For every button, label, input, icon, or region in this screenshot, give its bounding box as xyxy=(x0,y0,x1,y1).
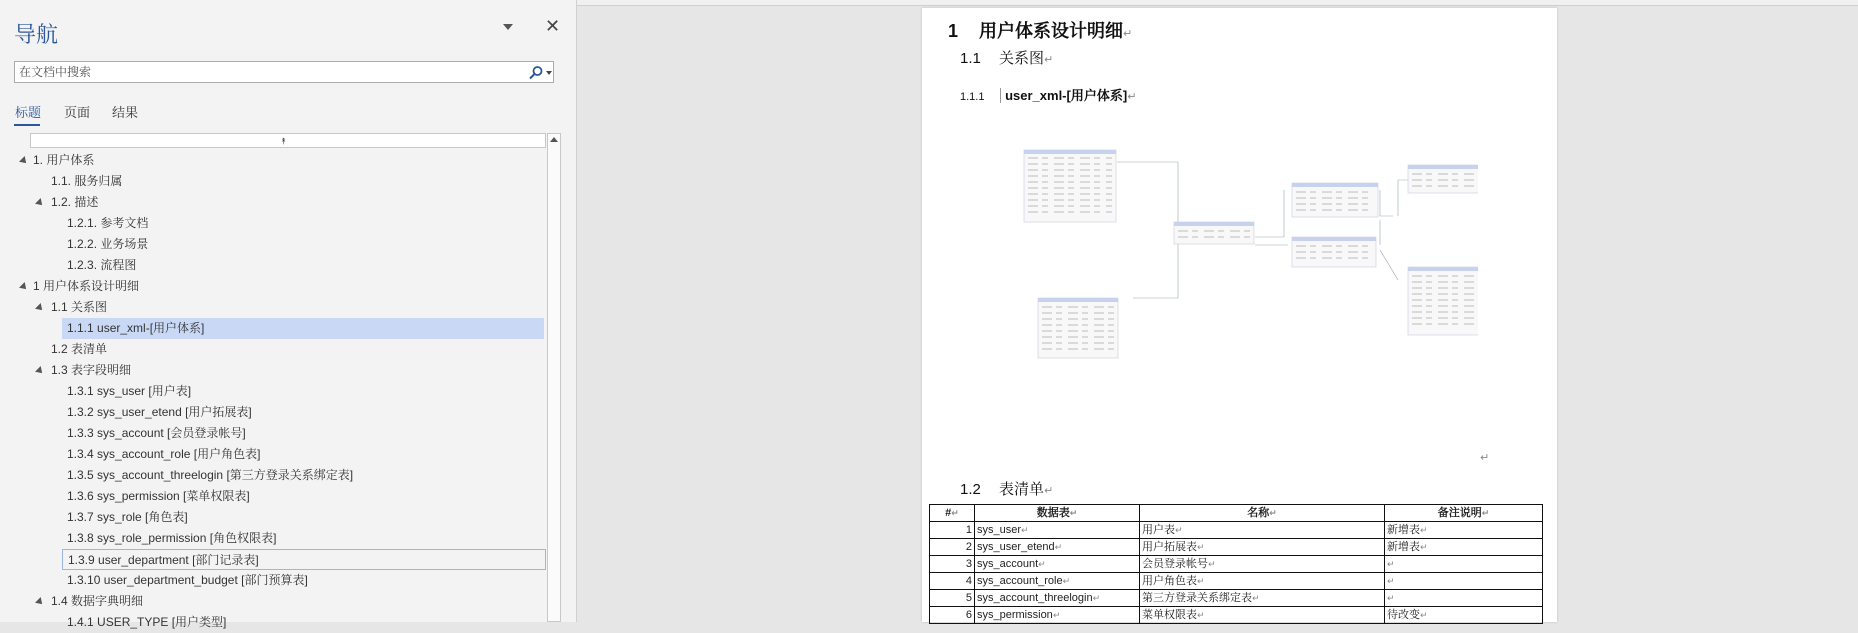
table-cell[interactable]: 待改变↵ xyxy=(1385,607,1543,624)
table-cell[interactable]: sys_permission↵ xyxy=(975,607,1140,624)
menu-chevron-icon[interactable] xyxy=(503,24,513,30)
tree-item-label: 1.3.3 sys_account [会员登录帐号] xyxy=(67,426,246,440)
tree-item[interactable] xyxy=(0,507,546,528)
table-cell[interactable]: 用户表↵ xyxy=(1140,522,1385,539)
table-cell[interactable]: 第三方登录关系绑定表↵ xyxy=(1140,590,1385,607)
tree-item-label: 1.3.8 sys_role_permission [角色权限表] xyxy=(67,531,277,545)
table-cell[interactable]: 1 xyxy=(930,522,975,539)
tree-item-label: 1.3.1 sys_user [用户表] xyxy=(67,384,192,398)
table-list xyxy=(929,504,1543,624)
tree-item-label: 1.2. 描述 xyxy=(51,195,99,209)
table-cell[interactable]: ↵ xyxy=(1385,556,1543,573)
tree-item-label: 1.3.4 sys_account_role [用户角色表] xyxy=(67,447,261,461)
tree-item[interactable] xyxy=(0,402,546,423)
tree-item[interactable] xyxy=(0,465,546,486)
table-body xyxy=(930,522,1543,624)
nav-scrollbar[interactable] xyxy=(547,133,561,622)
table-cell[interactable]: 新增表↵ xyxy=(1385,522,1543,539)
tree-item[interactable] xyxy=(0,276,546,297)
table-cell[interactable]: sys_account_threelogin↵ xyxy=(975,590,1140,607)
table-cell[interactable]: 用户角色表↵ xyxy=(1140,573,1385,590)
table-row xyxy=(930,573,1543,590)
expand-arrow-icon[interactable] xyxy=(35,198,45,208)
tree-item-label: 1.3 表字段明细 xyxy=(51,363,132,377)
dropdown-icon[interactable] xyxy=(546,71,552,75)
tab-headings[interactable]: 标题 xyxy=(15,105,42,120)
tree-item-label: 1.3.6 sys_permission [菜单权限表] xyxy=(67,489,250,503)
tree-item-label: 1.3.10 user_department_budget [部门预算表] xyxy=(67,573,308,587)
tree-item-label: 1.2.1. 参考文档 xyxy=(67,216,149,230)
heading-2-tablelist: 1.2 表清单↵ xyxy=(960,481,1054,498)
tree-item-label: 1.4 数据字典明细 xyxy=(51,594,144,608)
table-cell[interactable]: 2 xyxy=(930,539,975,556)
expand-arrow-icon[interactable] xyxy=(19,156,29,166)
expand-arrow-icon[interactable] xyxy=(19,282,29,292)
table-cell[interactable]: 6 xyxy=(930,607,975,624)
heading-number: 1.1 xyxy=(960,50,981,67)
collapse-up-icon[interactable]: ⯭ xyxy=(281,136,287,146)
table-row xyxy=(930,539,1543,556)
table-cell[interactable]: sys_user_etend↵ xyxy=(975,539,1140,556)
tree-item-label: 1 用户体系设计明细 xyxy=(33,279,140,293)
er-diagram-image[interactable] xyxy=(968,120,1478,392)
tree-item[interactable] xyxy=(0,192,546,213)
table-cell[interactable]: 新增表↵ xyxy=(1385,539,1543,556)
expand-arrow-icon[interactable] xyxy=(35,303,45,313)
tree-item[interactable] xyxy=(0,528,546,549)
heading-number: 1.1.1 xyxy=(960,91,985,103)
heading-1: 1 用户体系设计明细↵ xyxy=(948,21,1133,41)
tree-item-label: 1. 用户体系 xyxy=(33,153,95,167)
tab-pages[interactable]: 页面 xyxy=(64,105,91,120)
table-row xyxy=(930,607,1543,624)
tree-item[interactable] xyxy=(0,423,546,444)
expand-arrow-icon[interactable] xyxy=(35,366,45,376)
tree-item-label: 1.3.7 sys_role [角色表] xyxy=(67,510,188,524)
table-cell[interactable]: 3 xyxy=(930,556,975,573)
scroll-up-icon[interactable] xyxy=(550,137,558,142)
table-cell[interactable]: 4 xyxy=(930,573,975,590)
tree-item[interactable] xyxy=(0,381,546,402)
paragraph-mark: ↵ xyxy=(1480,452,1490,464)
tree-item-label: 1.1. 服务归属 xyxy=(51,174,123,188)
tree-item-label: 1.1 关系图 xyxy=(51,300,108,314)
tree-item[interactable] xyxy=(62,549,546,570)
col-header: 备注说明↵ xyxy=(1385,505,1543,522)
nav-search-box xyxy=(14,61,554,83)
table-cell[interactable]: ↵ xyxy=(1385,590,1543,607)
tree-top-bar xyxy=(30,133,546,148)
table-cell[interactable]: 用户拓展表↵ xyxy=(1140,539,1385,556)
document-page[interactable] xyxy=(922,8,1557,622)
tree-item-label: 1.4.1 USER_TYPE [用户类型] xyxy=(67,615,227,629)
tree-item[interactable] xyxy=(62,318,544,339)
close-icon[interactable]: ✕ xyxy=(545,16,561,36)
heading-text: 关系图 xyxy=(999,50,1045,67)
tree-item[interactable] xyxy=(0,444,546,465)
tree-item[interactable] xyxy=(0,486,546,507)
table-cell[interactable]: ↵ xyxy=(1385,573,1543,590)
heading-text: user_xml-[用户体系] xyxy=(1000,88,1127,103)
table-row xyxy=(930,556,1543,573)
heading-text: 表清单 xyxy=(999,481,1045,498)
table-header-row xyxy=(930,505,1543,522)
heading-3: 1.1.1 user_xml-[用户体系]↵ xyxy=(960,88,1137,103)
search-icon[interactable] xyxy=(528,65,544,81)
tree-item-label: 1.2.3. 流程图 xyxy=(67,258,137,272)
col-header: #↵ xyxy=(930,505,975,522)
tree-item[interactable] xyxy=(0,255,546,276)
tree-item[interactable] xyxy=(0,234,546,255)
tree-item[interactable] xyxy=(0,339,546,360)
table-cell[interactable]: sys_account↵ xyxy=(975,556,1140,573)
tree-item[interactable] xyxy=(0,591,546,612)
tree-item-label: 1.3.9 user_department [部门记录表] xyxy=(68,553,259,567)
heading-number: 1.2 xyxy=(960,481,981,498)
tree-item[interactable] xyxy=(0,612,546,633)
tree-item[interactable] xyxy=(0,171,546,192)
tree-item-label: 1.3.5 sys_account_threelogin [第三方登录关系绑定表] xyxy=(67,468,354,482)
table-row xyxy=(930,522,1543,539)
expand-arrow-icon[interactable] xyxy=(35,597,45,607)
tree-item-label: 1.2 表清单 xyxy=(51,342,108,356)
tree-item[interactable] xyxy=(0,297,546,318)
col-header: 名称↵ xyxy=(1140,505,1385,522)
table-cell[interactable]: sys_user↵ xyxy=(975,522,1140,539)
tree-item[interactable] xyxy=(0,570,546,591)
table-cell[interactable]: 菜单权限表↵ xyxy=(1140,607,1385,624)
navigation-pane xyxy=(0,0,577,629)
tree-item[interactable] xyxy=(0,360,546,381)
table-cell[interactable]: 5 xyxy=(930,590,975,607)
col-header: 数据表↵ xyxy=(975,505,1140,522)
tab-results[interactable]: 结果 xyxy=(112,105,139,120)
nav-title: 导航 xyxy=(14,22,59,47)
search-input[interactable] xyxy=(15,62,523,82)
heading-2-diagram: 1.1 关系图↵ xyxy=(960,50,1054,67)
tree-item-label: 1.2.2. 业务场景 xyxy=(67,237,149,251)
table-row xyxy=(930,590,1543,607)
active-tab-indicator xyxy=(14,124,40,126)
tree-item[interactable] xyxy=(0,213,546,234)
tree-item-label: 1.1.1 user_xml-[用户体系] xyxy=(67,321,205,335)
ruler-strip xyxy=(577,0,1858,6)
tree-item-label: 1.3.2 sys_user_etend [用户拓展表] xyxy=(67,405,252,419)
table-cell[interactable]: 会员登录帐号↵ xyxy=(1140,556,1385,573)
heading-text: 用户体系设计明细 xyxy=(979,21,1124,41)
tree-item[interactable] xyxy=(0,150,546,171)
table-cell[interactable]: sys_account_role↵ xyxy=(975,573,1140,590)
heading-number: 1 xyxy=(948,21,959,41)
